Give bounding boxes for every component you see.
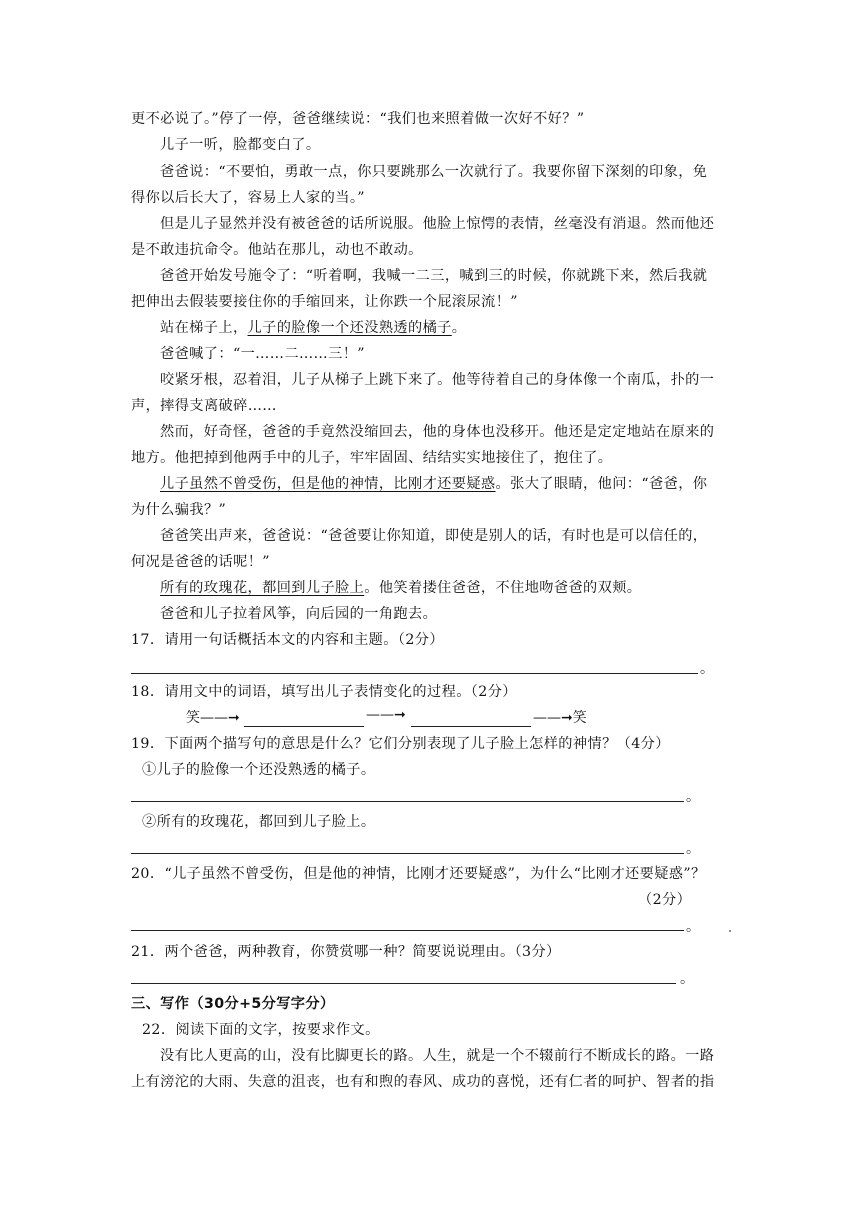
- story-line: 但是儿子显然并没有被爸爸的话所说服。他脸上惊愕的表情，丝毫没有消退。然而他还: [160, 216, 715, 232]
- question-21: 21．两个爸爸，两种教育，你赞赏哪一种？简要说说理由。（3分）: [131, 944, 561, 960]
- stray-dot: [729, 930, 731, 932]
- writing-prompt-line: 没有比人更高的山，没有比脚更长的路。人生，就是一个不辍前行不断成长的路。一路: [160, 1048, 715, 1064]
- question-20: 20．“儿子虽然不曾受伤，但是他的神情，比刚才还要疑惑”，为什么“比刚才还要疑惑”？: [131, 866, 706, 882]
- story-line: 爸爸笑出声来，爸爸说：“爸爸要让你知道，即使是别人的话，有时也是可以信任的，: [160, 528, 708, 544]
- section-heading-writing: 三、写作（30分+5分写字分）: [131, 996, 335, 1012]
- story-text: 。: [451, 320, 467, 336]
- underlined-sentence-2: 儿子虽然不曾受伤，但是他的神情，比刚才还要疑惑: [160, 476, 496, 492]
- question-19-item-1: ①儿子的脸像一个还没熟透的橘子。: [142, 762, 376, 778]
- story-line: 得你以后长大了，容易上人家的当。”: [131, 190, 365, 206]
- story-line: 爸爸喊了：“一……二……三！”: [160, 346, 365, 362]
- story-line: 是不敢违抗命令。他站在那儿，动也不敢动。: [131, 242, 423, 258]
- story-line: 儿子一听，脸都变白了。: [160, 137, 321, 153]
- answer-period: 。: [700, 661, 714, 677]
- story-line: [160, 318, 466, 338]
- answer-line-21[interactable]: [131, 983, 676, 984]
- story-line: 为什么骗我？”: [131, 502, 227, 518]
- chain-end: ——➞笑: [533, 710, 587, 726]
- story-line: 把伸出去假装要接住你的手缩回来，让你跌一个屁滚尿流！”: [131, 294, 518, 310]
- story-line: 爸爸说：“不要怕，勇敢一点，你只要跳那么一次就行了。我要你留下深刻的印象，免: [160, 164, 708, 180]
- blank-18-1[interactable]: [244, 726, 364, 727]
- answer-period: 。: [680, 971, 694, 987]
- answer-line-20[interactable]: [131, 930, 684, 931]
- answer-line-19-2[interactable]: [131, 853, 684, 854]
- chain-arrow: ——➞: [366, 707, 406, 723]
- story-line: [160, 578, 641, 598]
- question-17: 17．请用一句话概括本文的内容和主题。（2分）: [131, 632, 444, 648]
- story-text: 。张大了眼睛，他问：“爸爸，你: [495, 476, 708, 492]
- answer-period: 。: [686, 841, 700, 857]
- story-line: 更不必说了。”停了一停，爸爸继续说：“我们也来照着做一次好不好？”: [131, 111, 585, 127]
- story-line: 声，摔得支离破碎……: [131, 398, 277, 414]
- answer-period: 。: [686, 919, 700, 935]
- question-22: 22．阅读下面的文字，按要求作文。: [142, 1022, 380, 1038]
- story-line: 何况是爸爸的话呢！”: [131, 554, 270, 570]
- question-18: 18．请用文中的词语，填写出儿子表情变化的过程。（2分）: [131, 684, 517, 700]
- underlined-sentence-1: 儿子的脸像一个还没熟透的橘子: [247, 320, 452, 336]
- blank-18-2[interactable]: [411, 726, 531, 727]
- story-line: 咬紧牙根，忍着泪，儿子从梯子上跳下来了。他等待着自己的身体像一个南瓜，扑的一: [160, 372, 715, 388]
- answer-line-17[interactable]: [131, 673, 698, 674]
- underlined-sentence-3: 所有的玫瑰花，都回到儿子脸上: [160, 580, 365, 596]
- story-text: 。他笑着搂住爸爸，不住地吻爸爸的双颊。: [364, 580, 642, 596]
- chain-start: 笑——➞: [186, 710, 240, 726]
- writing-prompt-line: 上有滂沱的大雨、失意的沮丧，也有和煦的春风、成功的喜悦，还有仁者的呵护、智者的指: [131, 1074, 715, 1090]
- story-line: 地方。他把掉到他两手中的儿子，牢牢固固、结结实实地接住了，抱住了。: [131, 450, 613, 466]
- answer-period: 。: [686, 789, 700, 805]
- story-line: 爸爸和儿子拉着风筝，向后园的一角跑去。: [160, 606, 438, 622]
- story-line: [160, 474, 707, 494]
- question-19-item-2: ②所有的玫瑰花，都回到儿子脸上。: [142, 814, 376, 830]
- question-20-score: （2分）: [638, 892, 692, 908]
- story-line: 爸爸开始发号施令了：“听着啊，我喊一二三，喊到三的时候，你就跳下来，然后我就: [160, 268, 708, 284]
- story-line: 然而，好奇怪，爸爸的手竟然没缩回去，他的身体也没移开。他还是定定地站在原来的: [160, 424, 715, 440]
- question-19: 19．下面两个描写句的意思是什么？它们分别表现了儿子脸上怎样的神情？（4分）: [131, 736, 670, 752]
- answer-line-19-1[interactable]: [131, 801, 684, 802]
- story-text: 站在梯子上，: [160, 320, 248, 336]
